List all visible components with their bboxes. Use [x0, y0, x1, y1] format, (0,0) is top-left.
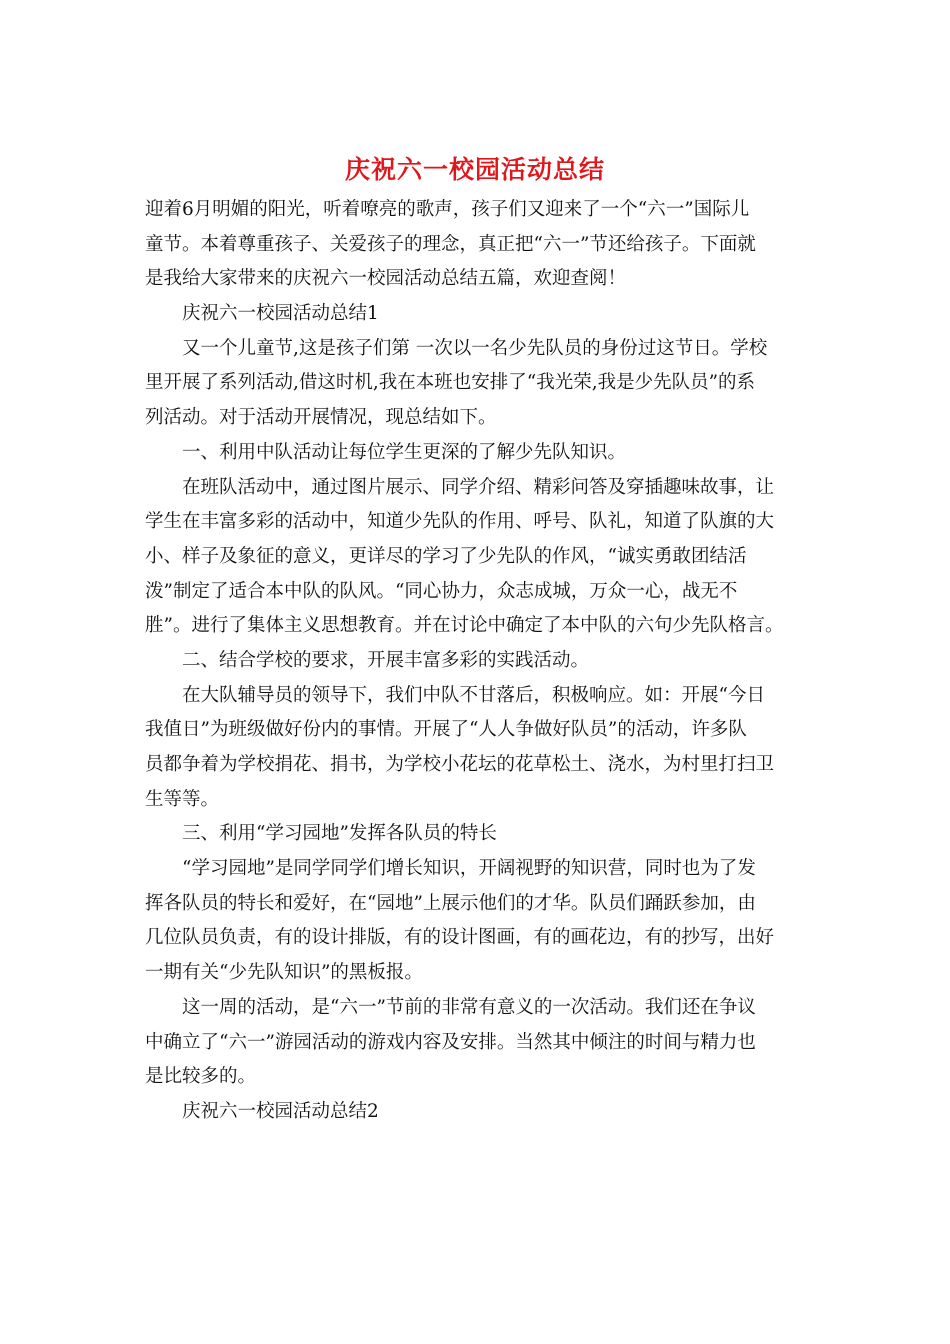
text-line: 胜”。进行了集体主义思想教育。并在讨论中确定了本中队的六句少先队格言。 — [145, 615, 784, 637]
text-line: 列活动。对于活动开展情况，现总结如下。 — [145, 407, 497, 429]
text-line: 一、利用中队活动让每位学生更深的了解少先队知识。 — [182, 441, 627, 463]
text-line: 迎着6月明媚的阳光，听着嘹亮的歌声，孩子们又迎来了一个“六一”国际儿 — [145, 199, 750, 220]
document-title: 庆祝六一校园活动总结 — [344, 155, 605, 184]
document-body — [145, 193, 810, 1130]
text-line: 是我给大家带来的庆祝六一校园活动总结五篇，欢迎查阅！ — [145, 268, 627, 290]
text-line: 挥各队员的特长和爱好，在“园地”上展示他们的才华。队员们踊跃参加，由 — [145, 892, 756, 914]
text-line: 几位队员负责，有的设计排版，有的设计图画，有的画花边，有的抄写，出好 — [145, 927, 775, 949]
text-line: 小、样子及象征的意义，更详尽的学习了少先队的作风，“诚实勇敢团结活 — [145, 545, 747, 567]
text-line: 是比较多的。 — [145, 1066, 257, 1088]
text-line: 庆祝六一校园活动总结1 — [182, 303, 379, 325]
text-line: 在班队活动中，通过图片展示、同学介绍、精彩问答及穿插趣味故事，让 — [182, 476, 775, 498]
text-line: 中确立了“六一”游园活动的游戏内容及安排。当然其中倾注的时间与精力也 — [145, 1031, 756, 1053]
text-line: 里开展了系列活动,借这时机,我在本班也安排了“我光荣,我是少先队员”的系 — [145, 372, 756, 394]
text-line: 三、利用“学习园地”发挥各队员的特长 — [182, 823, 497, 845]
text-line: 在大队辅导员的领导下，我们中队不甘落后，积极响应。如：开展“今日 — [182, 684, 765, 706]
text-line: 一期有关“少先队知识”的黑板报。 — [145, 962, 423, 984]
text-line: 又一个儿童节,这是孩子们第 一次以一名少先队员的身份过这节日。学校 — [182, 337, 768, 359]
text-line: 我值日”为班级做好份内的事情。开展了“人人争做好队员”的活动，许多队 — [145, 719, 747, 741]
text-line: 童节。本着尊重孩子、关爱孩子的理念，真正把“六一”节还给孩子。下面就 — [145, 233, 756, 255]
text-line: 生等等。 — [145, 788, 220, 810]
text-line: 员都争着为学校捐花、捐书，为学校小花坛的花草松土、浇水，为村里打扫卫 — [145, 754, 775, 775]
text-line: “学习园地”是同学同学们增长知识，开阔视野的知识营，同时也为了发 — [182, 858, 756, 880]
text-line: 泼”制定了适合本中队的队风。“同心协力，众志成城，万众一心，战无不 — [145, 580, 738, 602]
text-line: 学生在丰富多彩的活动中，知道少先队的作用、呼号、队礼，知道了队旗的大 — [145, 511, 775, 533]
text-line: 庆祝六一校园活动总结2 — [182, 1100, 379, 1122]
text-line: 这一周的活动，是“六一”节前的非常有意义的一次活动。我们还在争议 — [182, 996, 756, 1018]
text-line: 二、结合学校的要求，开展丰富多彩的实践活动。 — [182, 649, 590, 671]
